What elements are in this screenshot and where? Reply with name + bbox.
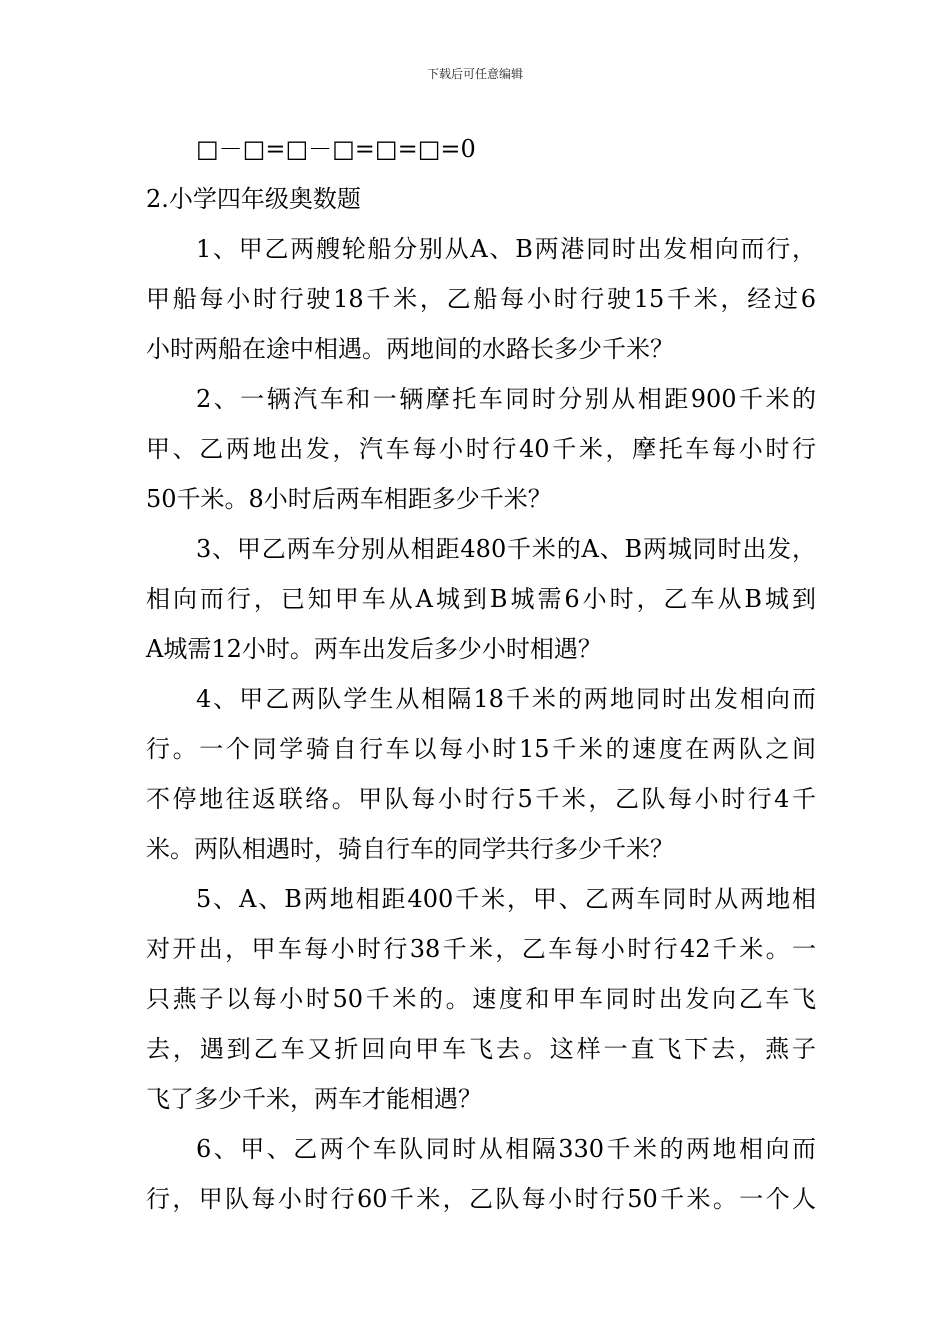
problem-2-line-1: 2、一辆汽车和一辆摩托车同时分别从相距900千米的 bbox=[196, 385, 816, 413]
problem-4-line-2: 行。一个同学骑自行车以每小时15千米的速度在两队之间 bbox=[146, 735, 816, 763]
problem-3-line-2: 相向而行，已知甲车从A城到B城需6小时，乙车从B城到 bbox=[146, 585, 816, 613]
problem-2-line-2: 甲、乙两地出发，汽车每小时行40千米，摩托车每小时行 bbox=[146, 435, 816, 463]
problem-3-line-3: A城需12小时。两车出发后多少小时相遇？ bbox=[146, 635, 602, 663]
problem-4-line-4: 米。两队相遇时，骑自行车的同学共行多少千米？ bbox=[146, 835, 674, 863]
problem-1-line-2: 甲船每小时行驶18千米，乙船每小时行驶15千米，经过6 bbox=[146, 285, 816, 313]
problem-1-line-1: 1、甲乙两艘轮船分别从A、B两港同时出发相向而行， bbox=[196, 235, 816, 263]
problem-5-line-1: 5、A、B两地相距400千米，甲、乙两车同时从两地相 bbox=[196, 885, 816, 913]
problem-3-line-1: 3、甲乙两车分别从相距480千米的A、B两城同时出发， bbox=[196, 535, 816, 563]
problem-6-line-2: 行，甲队每小时行60千米，乙队每小时行50千米。一个人 bbox=[146, 1185, 816, 1213]
page-header: 下载后可任意编辑 bbox=[426, 67, 523, 81]
section-heading: 2.小学四年级奥数题 bbox=[146, 185, 361, 213]
problem-4-line-1: 4、甲乙两队学生从相隔18千米的两地同时出发相向而 bbox=[196, 685, 816, 713]
problem-5-line-5: 飞了多少千米，两车才能相遇？ bbox=[146, 1085, 482, 1113]
problem-2-line-3: 50千米。8小时后两车相距多少千米？ bbox=[146, 485, 552, 513]
problem-5-line-3: 只燕子以每小时50千米的。速度和甲车同时出发向乙车飞 bbox=[146, 985, 816, 1013]
problem-1-line-3: 小时两船在途中相遇。两地间的水路长多少千米？ bbox=[146, 335, 674, 363]
problem-5-line-2: 对开出，甲车每小时行38千米，乙车每小时行42千米。一 bbox=[146, 935, 816, 963]
equation-line: □－□=□－□=□=□=0 bbox=[196, 135, 476, 163]
problem-5-line-4: 去，遇到乙车又折回向甲车飞去。这样一直飞下去，燕子 bbox=[146, 1035, 816, 1063]
problem-6-line-1: 6、甲、乙两个车队同时从相隔330千米的两地相向而 bbox=[196, 1135, 816, 1163]
problem-4-line-3: 不停地往返联络。甲队每小时行5千米，乙队每小时行4千 bbox=[146, 785, 816, 813]
